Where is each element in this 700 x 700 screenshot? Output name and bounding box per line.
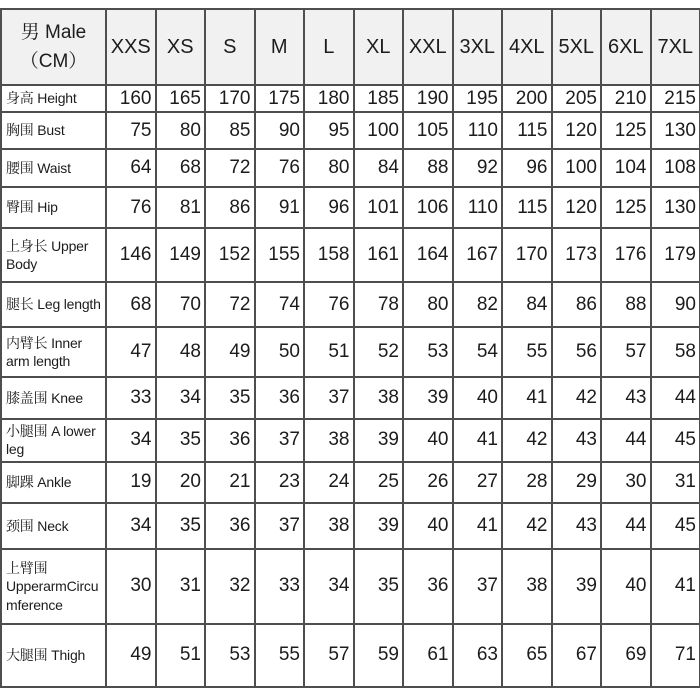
size-column-header: 4XL <box>502 9 552 85</box>
value-cell: 37 <box>255 419 305 462</box>
value-cell: 125 <box>601 187 651 228</box>
value-cell: 45 <box>651 419 700 462</box>
value-cell: 110 <box>453 187 503 228</box>
value-cell: 35 <box>156 503 206 549</box>
value-cell: 38 <box>502 549 552 624</box>
value-cell: 173 <box>552 228 602 282</box>
value-cell: 55 <box>255 624 305 687</box>
value-cell: 165 <box>156 85 206 112</box>
value-cell: 39 <box>552 549 602 624</box>
value-cell: 88 <box>601 282 651 327</box>
value-cell: 81 <box>156 187 206 228</box>
value-cell: 115 <box>502 112 552 149</box>
value-cell: 100 <box>354 112 404 149</box>
value-cell: 152 <box>205 228 255 282</box>
value-cell: 36 <box>403 549 453 624</box>
value-cell: 92 <box>453 149 503 187</box>
row-label: 大腿围 Thigh <box>1 624 106 687</box>
row-label: 身高 Height <box>1 85 106 112</box>
value-cell: 40 <box>601 549 651 624</box>
value-cell: 40 <box>403 503 453 549</box>
value-cell: 63 <box>453 624 503 687</box>
value-cell: 86 <box>552 282 602 327</box>
value-cell: 49 <box>205 327 255 377</box>
value-cell: 39 <box>403 377 453 419</box>
value-cell: 24 <box>304 462 354 503</box>
value-cell: 61 <box>403 624 453 687</box>
value-cell: 52 <box>354 327 404 377</box>
value-cell: 120 <box>552 112 602 149</box>
value-cell: 29 <box>552 462 602 503</box>
value-cell: 19 <box>106 462 156 503</box>
size-column-header: L <box>304 9 354 85</box>
value-cell: 179 <box>651 228 700 282</box>
value-cell: 76 <box>255 149 305 187</box>
value-cell: 41 <box>453 503 503 549</box>
value-cell: 34 <box>156 377 206 419</box>
value-cell: 74 <box>255 282 305 327</box>
value-cell: 69 <box>601 624 651 687</box>
value-cell: 180 <box>304 85 354 112</box>
table-row <box>1 462 700 503</box>
value-cell: 90 <box>651 282 700 327</box>
value-cell: 53 <box>403 327 453 377</box>
size-column-header: XS <box>156 9 206 85</box>
value-cell: 104 <box>601 149 651 187</box>
size-column-header: 3XL <box>453 9 503 85</box>
value-cell: 20 <box>156 462 206 503</box>
table-row <box>1 503 700 549</box>
value-cell: 51 <box>156 624 206 687</box>
size-column-header: 5XL <box>552 9 602 85</box>
value-cell: 44 <box>651 377 700 419</box>
value-cell: 70 <box>156 282 206 327</box>
table-row <box>1 149 700 187</box>
value-cell: 44 <box>601 419 651 462</box>
value-cell: 32 <box>205 549 255 624</box>
table-row <box>1 282 700 327</box>
size-column-header: 6XL <box>601 9 651 85</box>
table-row <box>1 549 700 624</box>
corner-header-line1: 男 Male <box>20 21 87 43</box>
table-row <box>1 419 700 462</box>
value-cell: 36 <box>205 503 255 549</box>
value-cell: 33 <box>255 549 305 624</box>
row-label: 颈围 Neck <box>1 503 106 549</box>
value-cell: 30 <box>601 462 651 503</box>
value-cell: 35 <box>156 419 206 462</box>
value-cell: 72 <box>205 149 255 187</box>
value-cell: 67 <box>552 624 602 687</box>
value-cell: 33 <box>106 377 156 419</box>
value-cell: 68 <box>156 149 206 187</box>
value-cell: 38 <box>304 419 354 462</box>
value-cell: 45 <box>651 503 700 549</box>
value-cell: 80 <box>403 282 453 327</box>
value-cell: 155 <box>255 228 305 282</box>
size-column-header: 7XL <box>651 9 700 85</box>
value-cell: 34 <box>106 419 156 462</box>
value-cell: 25 <box>354 462 404 503</box>
value-cell: 56 <box>552 327 602 377</box>
value-cell: 130 <box>651 187 700 228</box>
value-cell: 42 <box>502 419 552 462</box>
value-cell: 48 <box>156 327 206 377</box>
row-label: 脚踝 Ankle <box>1 462 106 503</box>
value-cell: 49 <box>106 624 156 687</box>
row-label: 上身长 Upper Body <box>1 228 106 282</box>
value-cell: 95 <box>304 112 354 149</box>
row-label: 臀围 Hip <box>1 187 106 228</box>
value-cell: 53 <box>205 624 255 687</box>
value-cell: 120 <box>552 187 602 228</box>
value-cell: 40 <box>403 419 453 462</box>
value-cell: 175 <box>255 85 305 112</box>
value-cell: 160 <box>106 85 156 112</box>
value-cell: 44 <box>601 503 651 549</box>
value-cell: 43 <box>552 503 602 549</box>
value-cell: 170 <box>205 85 255 112</box>
value-cell: 170 <box>502 228 552 282</box>
value-cell: 76 <box>106 187 156 228</box>
table-row <box>1 377 700 419</box>
value-cell: 38 <box>354 377 404 419</box>
size-column-header: XL <box>354 9 404 85</box>
value-cell: 210 <box>601 85 651 112</box>
header-row <box>1 9 700 85</box>
value-cell: 68 <box>106 282 156 327</box>
value-cell: 71 <box>651 624 700 687</box>
value-cell: 190 <box>403 85 453 112</box>
value-cell: 82 <box>453 282 503 327</box>
value-cell: 57 <box>601 327 651 377</box>
value-cell: 42 <box>502 503 552 549</box>
value-cell: 43 <box>601 377 651 419</box>
size-column-header: XXS <box>106 9 156 85</box>
value-cell: 106 <box>403 187 453 228</box>
value-cell: 41 <box>453 419 503 462</box>
value-cell: 130 <box>651 112 700 149</box>
table-row <box>1 624 700 687</box>
row-label: 内臂长 Inner arm length <box>1 327 106 377</box>
value-cell: 58 <box>651 327 700 377</box>
value-cell: 101 <box>354 187 404 228</box>
value-cell: 167 <box>453 228 503 282</box>
value-cell: 84 <box>502 282 552 327</box>
value-cell: 38 <box>304 503 354 549</box>
value-cell: 37 <box>255 503 305 549</box>
value-cell: 195 <box>453 85 503 112</box>
value-cell: 54 <box>453 327 503 377</box>
table-row <box>1 228 700 282</box>
value-cell: 36 <box>205 419 255 462</box>
table-row <box>1 187 700 228</box>
row-label: 膝盖围 Knee <box>1 377 106 419</box>
value-cell: 86 <box>205 187 255 228</box>
value-cell: 39 <box>354 419 404 462</box>
value-cell: 51 <box>304 327 354 377</box>
value-cell: 35 <box>354 549 404 624</box>
value-cell: 30 <box>106 549 156 624</box>
table-row <box>1 327 700 377</box>
value-cell: 72 <box>205 282 255 327</box>
value-cell: 37 <box>304 377 354 419</box>
value-cell: 110 <box>453 112 503 149</box>
value-cell: 37 <box>453 549 503 624</box>
value-cell: 76 <box>304 282 354 327</box>
value-cell: 27 <box>453 462 503 503</box>
value-cell: 84 <box>354 149 404 187</box>
value-cell: 100 <box>552 149 602 187</box>
value-cell: 80 <box>304 149 354 187</box>
value-cell: 42 <box>552 377 602 419</box>
value-cell: 39 <box>354 503 404 549</box>
size-column-header: S <box>205 9 255 85</box>
value-cell: 88 <box>403 149 453 187</box>
value-cell: 91 <box>255 187 305 228</box>
value-cell: 50 <box>255 327 305 377</box>
row-label: 胸围 Bust <box>1 112 106 149</box>
value-cell: 31 <box>651 462 700 503</box>
value-cell: 57 <box>304 624 354 687</box>
value-cell: 158 <box>304 228 354 282</box>
value-cell: 96 <box>304 187 354 228</box>
size-column-header: XXL <box>403 9 453 85</box>
value-cell: 26 <box>403 462 453 503</box>
value-cell: 23 <box>255 462 305 503</box>
value-cell: 115 <box>502 187 552 228</box>
value-cell: 41 <box>651 549 700 624</box>
value-cell: 75 <box>106 112 156 149</box>
value-cell: 41 <box>502 377 552 419</box>
value-cell: 146 <box>106 228 156 282</box>
size-column-header: M <box>255 9 305 85</box>
row-label: 小腿围 A lower leg <box>1 419 106 462</box>
value-cell: 215 <box>651 85 700 112</box>
value-cell: 34 <box>106 503 156 549</box>
value-cell: 55 <box>502 327 552 377</box>
value-cell: 164 <box>403 228 453 282</box>
value-cell: 43 <box>552 419 602 462</box>
value-cell: 90 <box>255 112 305 149</box>
value-cell: 105 <box>403 112 453 149</box>
row-label: 上臂围 UpperarmCircumference <box>1 549 106 624</box>
value-cell: 40 <box>453 377 503 419</box>
value-cell: 108 <box>651 149 700 187</box>
value-cell: 47 <box>106 327 156 377</box>
value-cell: 85 <box>205 112 255 149</box>
row-label: 腿长 Leg length <box>1 282 106 327</box>
value-cell: 65 <box>502 624 552 687</box>
value-cell: 34 <box>304 549 354 624</box>
value-cell: 205 <box>552 85 602 112</box>
corner-header-cell <box>1 9 106 85</box>
value-cell: 185 <box>354 85 404 112</box>
value-cell: 31 <box>156 549 206 624</box>
value-cell: 21 <box>205 462 255 503</box>
value-cell: 161 <box>354 228 404 282</box>
value-cell: 125 <box>601 112 651 149</box>
value-cell: 35 <box>205 377 255 419</box>
row-label: 腰围 Waist <box>1 149 106 187</box>
table-row <box>1 85 700 112</box>
value-cell: 149 <box>156 228 206 282</box>
value-cell: 64 <box>106 149 156 187</box>
value-cell: 80 <box>156 112 206 149</box>
value-cell: 176 <box>601 228 651 282</box>
value-cell: 28 <box>502 462 552 503</box>
size-chart-table <box>0 8 700 688</box>
value-cell: 96 <box>502 149 552 187</box>
value-cell: 78 <box>354 282 404 327</box>
value-cell: 200 <box>502 85 552 112</box>
table-row <box>1 112 700 149</box>
value-cell: 36 <box>255 377 305 419</box>
corner-header-line2: （CM） <box>19 51 88 72</box>
value-cell: 59 <box>354 624 404 687</box>
